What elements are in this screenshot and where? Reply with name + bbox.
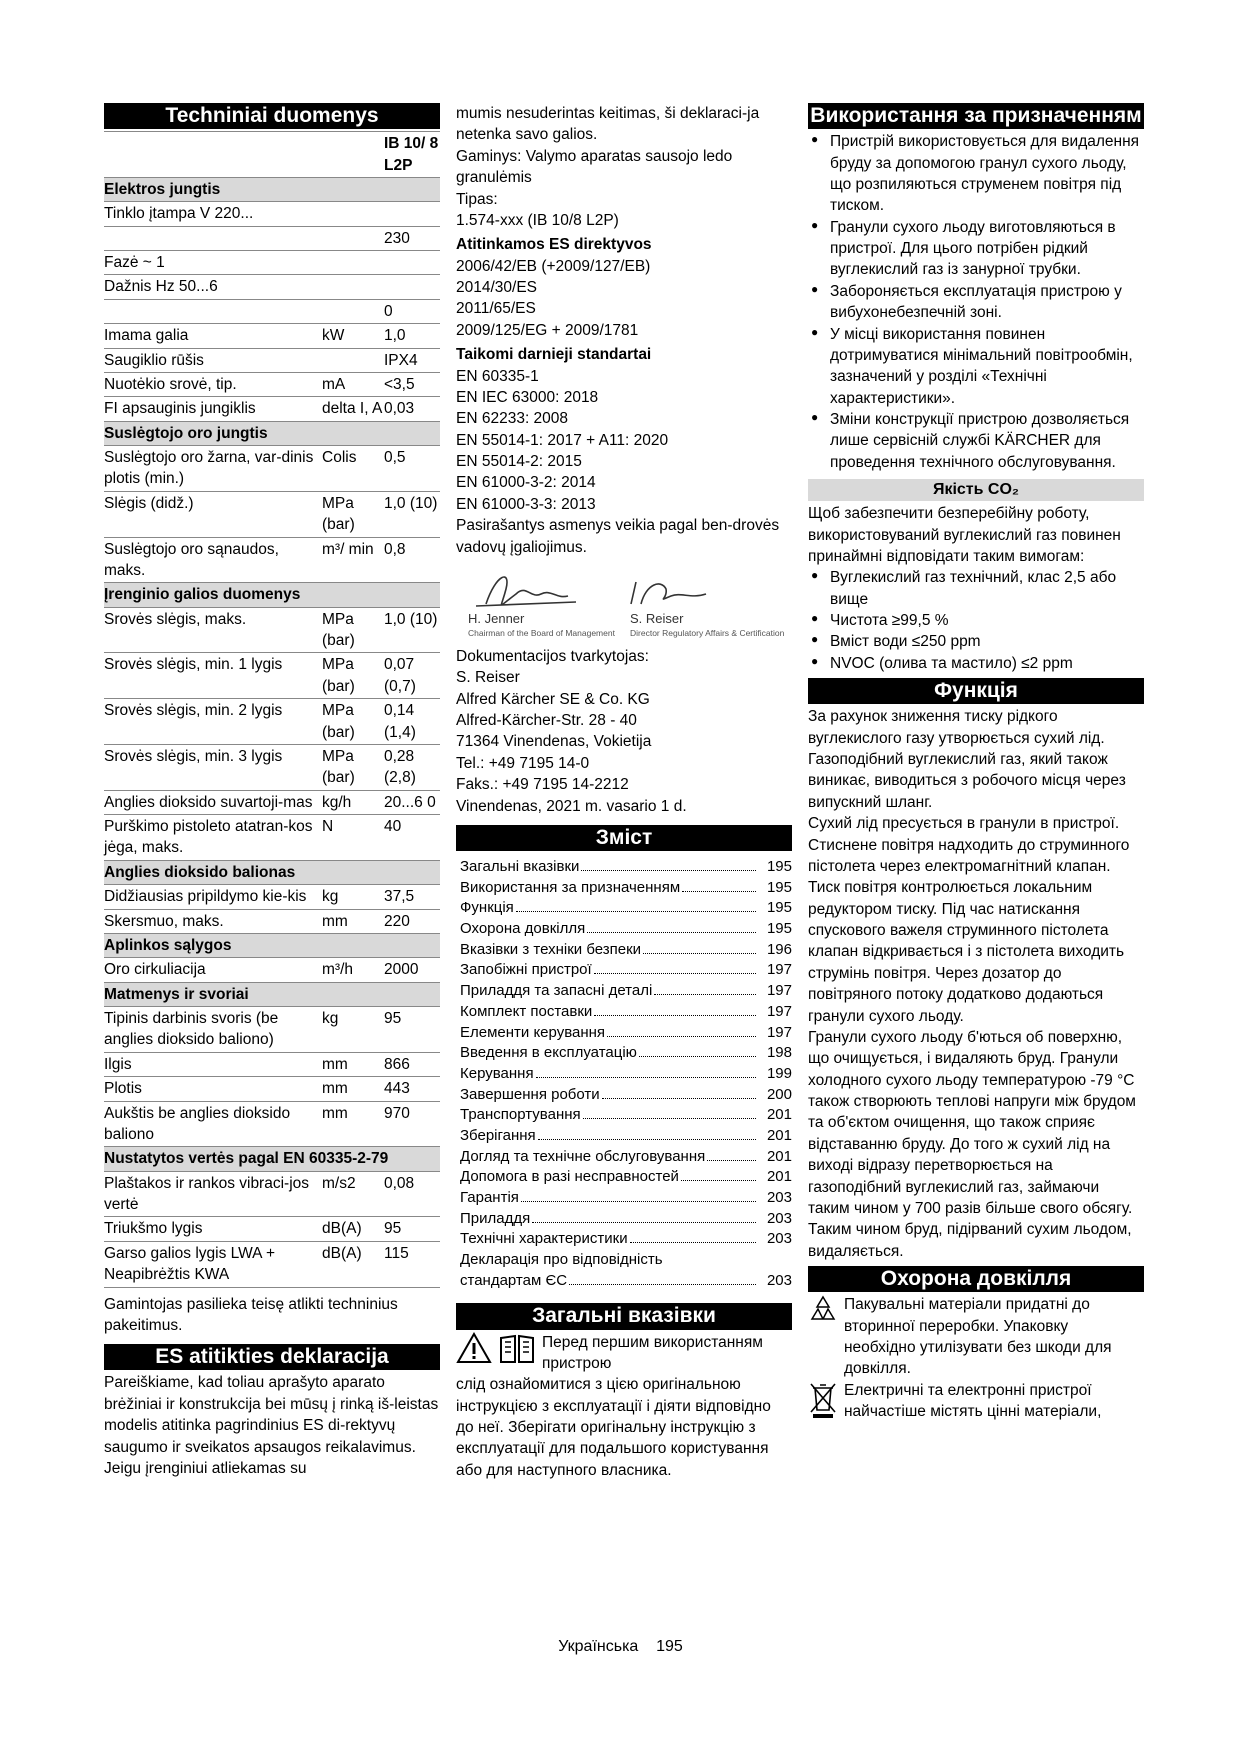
row-value: 0,14 (1,4) [384,699,440,745]
environment-text-1: Пакувальні матеріали придатні до вторинної переробки. Упаковку необхідно утилізувати без шкоди для довкілля. [844,1296,1112,1378]
column-technical-data [104,103,440,1479]
standard-line: EN 55014-2: 2015 [456,453,582,470]
general-notes-heading: Загальні вказівки [456,1303,792,1329]
co2-requirement-item: ● Чистота ≥99,5 % [808,610,1144,631]
toc-item[interactable] [460,981,792,1002]
row-unit [322,226,384,250]
signers-text: Pasirašantys asmenys veikia pagal ben-drovės vadovų įgaliojimus. [456,517,780,556]
toc-item-page: 197 [766,1023,792,1041]
co2-requirements-list [808,567,1144,674]
column-declaration [456,103,792,1481]
section-label: Įrenginio galios duomenys [104,583,440,607]
toc-item[interactable] [460,960,792,981]
intended-use-item: ● Пристрій використовується для видалення бруду за допомогою гранул сухого льоду, що розпиляються струменем повітря під тиском. [808,131,1144,217]
toc-item[interactable] [460,1043,792,1064]
co2-requirement-item: ● Вуглекислий газ технічний, клас 2,5 або вище [808,567,1144,610]
row-label: Didžiausias pripildymo kie-kis [104,885,322,909]
toc-item[interactable] [460,1085,792,1106]
toc-item-title: Допомога в разі несправностей [460,1168,679,1186]
row-unit [322,202,384,226]
toc-item-title: Елементи керування [460,1023,606,1041]
table-row [104,1241,440,1287]
row-unit [322,299,384,323]
row-label: Nuotėkio srovė, tip. [104,372,322,396]
row-value: 1,0 (10) [384,491,440,537]
toc-item-page: 203 [766,1189,792,1207]
intended-use-item: ● Забороняється експлуатація пристрою у вибухонебезпечній зоні. [808,281,1144,324]
toc-item-page: 195 [766,878,792,896]
row-label: Imama galia [104,324,322,348]
toc-item-page: 203 [766,1271,792,1289]
row-label: Dažnis Hz 50...6 [104,275,322,299]
table-row [104,1217,440,1241]
directive-line: 2014/30/ES [456,279,538,296]
row-label: Skersmuo, maks. [104,909,322,933]
table-row [104,790,440,814]
section-label: Anglies dioksido balionas [104,860,440,884]
toc-item-page: 201 [766,1147,792,1165]
es-declaration-text: Pareiškiame, kad toliau aprašyto aparato brėžiniai ir konstrukcija bei mūsų į rinką iš-leistas modelis atitinka pagrindinius ES di-rektyvų saugumo ir sveikatos apsaugos reikalavimus. Jeigu įrenginiui atliekamas su [104,1374,439,1477]
toc-item-title: Запобіжні пристрої [460,961,592,979]
section-label: Matmenys ir svoriai [104,982,440,1006]
toc-item-title: стандартам ЄС [460,1271,568,1289]
section-label: Suslėgtojo oro jungtis [104,421,440,445]
co2-quality-text: Щоб забезпечити безперебійну роботу, використовуваний вуглекислий газ повинен принаймні відповідати таким вимогам: [808,505,1121,565]
toc-item-title: Введення в експлуатацію [460,1044,637,1062]
toc-item[interactable] [460,1229,792,1250]
table-section-row [104,982,440,1006]
row-value: 37,5 [384,885,440,909]
directives-title: Atitinkamos ES direktyvos [456,236,652,254]
table-section-row [104,1147,440,1171]
row-label: Slėgis (didž.) [104,491,322,537]
toc-item-title: Загальні вказівки [460,858,580,876]
directive-line: 2009/125/EG + 2009/1781 [456,321,639,339]
toc-item-title: Комплект поставки [460,1002,593,1020]
toc-heading: Зміст [456,825,792,851]
row-value: 230 [384,226,440,250]
toc-item-title: Гарантія [460,1189,519,1207]
co2-requirement-item: ● NVOC (олива та мастило) ≤2 ppm [808,653,1144,674]
row-unit: kg [322,1007,384,1053]
function-paragraph: Стиснене повітря надходить до струминного пістолета через електромагнітний клапан. Тиск повітря контролюється локальним редуктором тиску. Під час натискання спускового важеля струминного пістолета клапан відкривається і з пістолета виходить струмінь повітря. Через дозатор до повітряного потоку додатково додаються гранули сухого льоду. [808,836,1130,1025]
footer-language: Українська [558,1638,639,1655]
section-label: Aplinkos sąlygos [104,933,440,957]
row-label: Aukštis be anglies dioksido baliono [104,1101,322,1147]
row-label: Plaštakos ir rankos vibraci-jos vertė [104,1171,322,1217]
toc-item[interactable] [460,878,792,899]
row-value: 2000 [384,958,440,982]
function-paragraph: Гранули сухого льоду б'ються об поверхню, що очищується, і видаляють бруд. Гранули холодного сухого льоду температурою -79 °C також створюють теплові напруги між брудом та об'єктом очищення, що також сприяє відставанню бруду. До того ж сухий лід на виході відразу перетворюється на газоподібний вуглекислий газ, займаючи таким чином у 700 разів більше свого обсягу. Таким чином бруд, підірваний сухим льодом, видаляється. [808,1028,1136,1260]
row-unit: MPa (bar) [322,653,384,699]
row-label: Suslėgtojo oro žarna, var-dinis plotis (min.) [104,446,322,492]
table-row [104,909,440,933]
co2-requirement-item: ● Вміст води ≤250 ppm [808,631,1144,652]
row-unit: kW [322,324,384,348]
row-value: 40 [384,815,440,861]
intended-use-item: ● У місці використання повинен дотримуватися мінімальний повітрообмін, зазначений у розділі «Технічні характеристики». [808,324,1144,410]
directive-line: 2011/65/ES [456,300,536,318]
row-unit: dB(A) [322,1241,384,1287]
row-unit: Colis [322,446,384,492]
function-paragraph: Сухий лід пресується в гранули в пристрої. [808,815,1120,833]
table-row [104,348,440,372]
contact-line: Dokumentacijos tvarkytojas: [456,647,649,665]
toc-item-page: 199 [766,1064,792,1082]
type-label: Tipas: [456,190,498,208]
row-label [104,299,322,323]
table-row [104,1077,440,1101]
signer1-role: Chairman of the Board of Management [468,627,615,638]
row-value: 0,5 [384,446,440,492]
row-value: 0,08 [384,1171,440,1217]
table-section-row [104,583,440,607]
column-usage [808,103,1144,1426]
row-unit: m³/h [322,958,384,982]
signer1-name: H. Jenner [468,610,525,626]
row-value: 95 [384,1007,440,1053]
tech-data-table [104,131,440,1287]
toc-item-title: Транспортування [460,1106,581,1124]
signature-drawings [456,564,792,614]
table-row [104,446,440,492]
intended-use-heading: Використання за призначенням [808,103,1144,129]
row-unit: m/s2 [322,1171,384,1217]
contact-line: S. Reiser [456,669,520,687]
row-unit: mm [322,909,384,933]
row-value [384,251,440,275]
row-value: 95 [384,1217,440,1241]
standard-line: EN 61000-3-3: 2013 [456,495,596,513]
table-row [104,1101,440,1147]
row-value: 866 [384,1052,440,1076]
toc-item[interactable] [460,1023,792,1044]
row-value: 970 [384,1101,440,1147]
row-value [384,275,440,299]
crossed-bin-icon [808,1380,838,1426]
table-row [104,372,440,396]
table-row [104,1007,440,1053]
row-label: Srovės slėgis, min. 1 lygis [104,653,322,699]
function-heading: Функція [808,678,1144,704]
general-first-line: Перед першим використанням пристрою [542,1333,763,1372]
toc-item-page: 196 [766,940,792,958]
row-unit: MPa (bar) [322,744,384,790]
row-unit: mm [322,1052,384,1076]
contact-line: Alfred-Kärcher-Str. 28 - 40 [456,712,637,729]
table-section-row [104,177,440,201]
toc-item-page: 195 [766,899,792,917]
page-footer [0,1636,1241,1658]
table-section-row [104,421,440,445]
row-label: Tipinis darbinis svoris (be anglies dioksido baliono) [104,1007,322,1053]
row-label: Srovės slėgis, min. 3 lygis [104,744,322,790]
row-value [384,202,440,226]
table-row [104,699,440,745]
table-row [104,251,440,275]
contact-block [456,646,792,817]
signature-block [456,564,792,642]
toc-item[interactable] [460,857,792,878]
toc-item[interactable] [460,1147,792,1168]
declaration-intro: mumis nesuderintas keitimas, ši deklaraci-ja netenka savo galios. [456,105,760,144]
general-notes-text: слід ознайомитися з цією оригінальною інструкцією з експлуатації і діяти відповідно до неї. Зберігати оригінальну інструкцію з експлуатації для подальшого користування або для наступного власника. [456,1376,771,1479]
row-value: 220 [384,909,440,933]
row-label: Suslėgtojo oro sąnaudos, maks. [104,537,322,583]
row-value: IPX4 [384,348,440,372]
row-unit: MPa (bar) [322,607,384,653]
directives-list [456,256,792,342]
toc-item-title: Використання за призначенням [460,878,681,896]
tech-data-heading: Techniniai duomenys [104,103,440,129]
toc-item[interactable] [460,1064,792,1085]
contact-line: Vinendenas, 2021 m. vasario 1 d. [456,797,687,815]
row-label: Ilgis [104,1052,322,1076]
row-unit: m³/ min [322,537,384,583]
environment-text-2: Електричні та електронні пристрої найчастіше містять цінні матеріали, [844,1381,1102,1421]
function-paragraph: За рахунок зниження тиску рідкого вуглекислого газу утворюється сухий лід. Газоподібний вуглекислий газ, який також виникає, виводиться з робочого місця через випускний шланг. [808,708,1126,811]
toc-item-page: 201 [766,1106,792,1124]
toc-item[interactable] [460,1188,792,1209]
warning-icon [456,1332,492,1375]
toc-item-page: 197 [766,1002,792,1020]
row-label: Purškimo pistoleto atatran-kos jėga, maks. [104,815,322,861]
table-row [104,299,440,323]
table-row [104,1052,440,1076]
row-value: <3,5 [384,372,440,396]
toc-item[interactable] [460,1167,792,1188]
toc-item-declaration[interactable] [460,1271,792,1292]
row-label: Plotis [104,1077,322,1101]
signer2-name: S. Reiser [630,610,684,626]
toc-item-page: 201 [766,1168,792,1186]
table-row [104,537,440,583]
table-header-row [104,132,440,178]
standard-line: EN 62233: 2008 [456,410,569,428]
table-row [104,202,440,226]
table-row [104,491,440,537]
toc-item-title: Догляд та технічне обслуговування [460,1147,706,1165]
intended-use-item: ● Гранули сухого льоду виготовляються в пристрої. Для цього потрібен рідкий вуглекислий газ із занурної трубки. [808,217,1144,281]
row-label: Saugiklio rūšis [104,348,322,372]
row-unit: MPa (bar) [322,699,384,745]
section-label: Nustatytos vertės pagal EN 60335-2-79 [104,1147,440,1171]
row-label: Srovės slėgis, min. 2 lygis [104,699,322,745]
table-row [104,653,440,699]
recycling-icon [808,1294,838,1380]
toc-last-line1: Декларація про відповідність [460,1251,663,1269]
table-row [104,397,440,421]
row-label: Anglies dioksido suvartoji-mas [104,790,322,814]
row-label: Tinklo įtampa V 220... [104,202,322,226]
toc-item[interactable] [460,1126,792,1147]
table-row [104,885,440,909]
row-unit: kg [322,885,384,909]
toc-item-page: 203 [766,1209,792,1227]
toc-item-page: 201 [766,1126,792,1144]
row-unit: MPa (bar) [322,491,384,537]
table-row [104,275,440,299]
row-value: 0,8 [384,537,440,583]
row-label: Garso galios lygis LWA + Neapibrėžtis KWA [104,1241,322,1287]
toc-item-title: Завершення роботи [460,1085,600,1103]
contact-line: Tel.: +49 7195 14-0 [456,754,590,772]
standard-line: EN 61000-3-2: 2014 [456,474,596,492]
toc-item[interactable] [460,1105,792,1126]
row-unit: delta I, A [322,397,384,421]
row-value: 20...6 0 [384,790,440,814]
section-label: Elektros jungtis [104,177,440,201]
toc-item-page: 195 [766,920,792,938]
toc-item-title: Функція [460,899,514,917]
toc-item-title: Приладдя та запасні деталі [460,982,653,1000]
type-value: 1.574-xxx (IB 10/8 L2P) [456,211,619,229]
toc-item[interactable] [460,919,792,940]
table-row [104,324,440,348]
directive-line: 2006/42/EB (+2009/127/EB) [456,257,651,275]
co2-quality-heading: Якість CO₂ [808,479,1144,501]
table-row [104,958,440,982]
toc-item-page: 198 [766,1044,792,1062]
row-label: Oro cirkuliacija [104,958,322,982]
signer2-role: Director Regulatory Affairs & Certification [630,627,785,638]
toc-item-page: 195 [766,858,792,876]
row-unit: mm [322,1101,384,1147]
contact-line: Faks.: +49 7195 14-2212 [456,776,629,794]
toc-item-title: Вказівки з техніки безпеки [460,940,642,958]
standards-list [456,366,792,516]
toc-item-title: Зберігання [460,1126,536,1144]
contact-line: 71364 Vinendenas, Vokietija [456,733,652,751]
toc-item[interactable] [460,940,792,961]
table-of-contents [460,857,792,1250]
product-line: Gaminys: Valymo aparatas sausojo ledo granulėmis [456,147,733,187]
page-number: 195 [656,1638,683,1655]
standard-line: EN IEC 63000: 2018 [456,388,599,406]
es-declaration-heading: ES atitikties deklaracija [104,1344,440,1370]
row-unit: N [322,815,384,861]
row-value: 0 [384,299,440,323]
environment-heading: Охорона довкілля [808,1266,1144,1292]
contact-line: Alfred Kärcher SE & Co. KG [456,690,650,708]
toc-item-title: Приладдя [460,1209,531,1227]
row-unit [322,251,384,275]
row-value: 0,28 (2,8) [384,744,440,790]
row-unit: kg/h [322,790,384,814]
row-value: 0,03 [384,397,440,421]
toc-item[interactable] [460,1002,792,1023]
standards-title: Taikomi darnieji standartai [456,346,652,364]
toc-item-page: 200 [766,1085,792,1103]
intended-use-list [808,131,1144,473]
table-row [104,607,440,653]
row-unit: dB(A) [322,1217,384,1241]
row-unit: mA [322,372,384,396]
row-value: 443 [384,1077,440,1101]
table-section-row [104,860,440,884]
toc-item[interactable] [460,1209,792,1230]
row-label [104,226,322,250]
table-row [104,1171,440,1217]
function-text [808,706,1144,1262]
standard-line: EN 55014-1: 2017 + A11: 2020 [456,431,669,449]
toc-item-title: Охорона довкілля [460,920,586,938]
row-label: FI apsauginis jungiklis [104,397,322,421]
row-unit: mm [322,1077,384,1101]
table-row [104,226,440,250]
row-unit [322,275,384,299]
model-name: IB 10/ 8 L2P [384,132,440,178]
row-value: 1,0 [384,324,440,348]
toc-item-title: Технічні характеристики [460,1230,628,1248]
toc-item-page: 197 [766,982,792,1000]
row-label: Triukšmo lygis [104,1217,322,1241]
tech-note: Gamintojas pasilieka teisę atlikti techninius pakeitimus. [104,1295,398,1334]
row-label: Srovės slėgis, maks. [104,607,322,653]
row-value: 115 [384,1241,440,1287]
row-value: 0,07 (0,7) [384,653,440,699]
row-unit [322,348,384,372]
toc-item-page: 197 [766,961,792,979]
toc-item-title: Керування [460,1064,534,1082]
table-section-row [104,933,440,957]
toc-item[interactable] [460,898,792,919]
table-row [104,744,440,790]
intended-use-item: ● Зміни конструкції пристрою дозволяється лише сервісній службі KÄRCHER для проведення технічного обслуговування. [808,409,1144,473]
row-label: Fazė ~ 1 [104,251,322,275]
table-row [104,815,440,861]
manual-book-icon [498,1332,536,1375]
standard-line: EN 60335-1 [456,367,539,385]
toc-item-page: 203 [766,1230,792,1248]
row-value: 1,0 (10) [384,607,440,653]
